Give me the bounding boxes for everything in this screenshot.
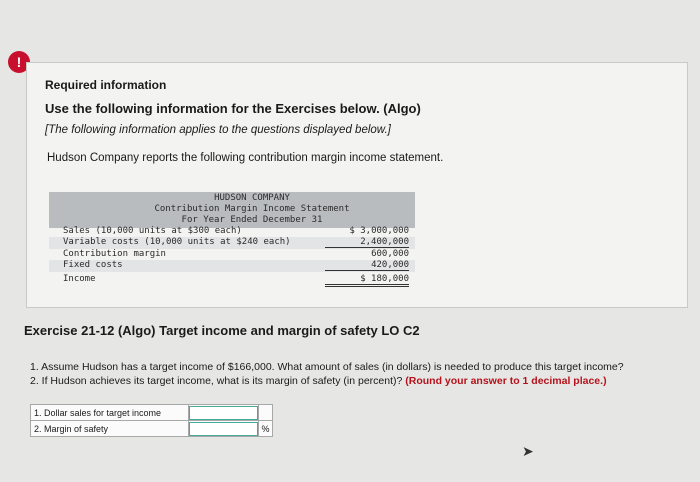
alert-icon: ! (8, 51, 30, 73)
statement-row-income (49, 274, 415, 286)
income-statement-table (49, 192, 415, 292)
answer-label: 2. Margin of safety (31, 421, 189, 437)
use-info-heading: Use the following information for the Exercises below. (Algo) (45, 101, 421, 116)
statement-header (49, 192, 415, 228)
statement-row-variable-costs (49, 237, 415, 249)
question-2 (30, 374, 624, 388)
row-amount: 2,400,000 (325, 237, 409, 248)
question-1: 1. Assume Hudson has a target income of $166,000. What amount of sales (in dollars) is needed to produce this target income? (30, 361, 624, 373)
applies-note: [The following information applies to the questions displayed below.] (45, 124, 391, 136)
statement-body (49, 226, 415, 288)
percent-unit: % (259, 421, 273, 437)
row-label: Sales (10,000 units at $300 each) (63, 226, 242, 236)
row-amount: $ 3,000,000 (349, 226, 409, 236)
answer-row-margin-of-safety (31, 421, 273, 437)
answer-unit (259, 405, 273, 421)
mouse-cursor-icon: ➤ (522, 443, 534, 459)
answer-row-dollar-sales (31, 405, 273, 421)
answer-cell (189, 405, 259, 421)
question-list (30, 360, 624, 388)
statement-period: For Year Ended December 31 (181, 215, 323, 225)
row-amount: 600,000 (371, 249, 409, 259)
rounding-instruction: (Round your answer to 1 decimal place.) (405, 375, 607, 387)
answer-cell (189, 421, 259, 437)
row-label: Income (63, 274, 96, 284)
statement-title: Contribution Margin Income Statement (154, 204, 350, 214)
exercise-title: Exercise 21-12 (Algo) Target income and margin of safety LO C2 (24, 323, 420, 338)
required-information-panel (26, 62, 688, 308)
dollar-sales-input[interactable] (189, 406, 258, 420)
margin-of-safety-input[interactable] (189, 422, 258, 436)
required-info-title: Required information (45, 78, 167, 92)
intro-text: Hudson Company reports the following contribution margin income statement. (47, 152, 444, 164)
row-amount: 420,000 (325, 260, 409, 271)
statement-row-fixed-costs (49, 260, 415, 272)
row-label: Variable costs (10,000 units at $240 each) (63, 237, 291, 247)
answer-label: 1. Dollar sales for target income (31, 405, 189, 421)
answer-table (30, 404, 273, 437)
row-label: Contribution margin (63, 249, 166, 259)
row-label: Fixed costs (63, 260, 123, 270)
statement-company: HUDSON COMPANY (214, 193, 290, 203)
question-2-text: 2. If Hudson achieves its target income, what is its margin of safety (in percent)? (30, 375, 403, 387)
row-amount: $ 180,000 (325, 274, 409, 287)
